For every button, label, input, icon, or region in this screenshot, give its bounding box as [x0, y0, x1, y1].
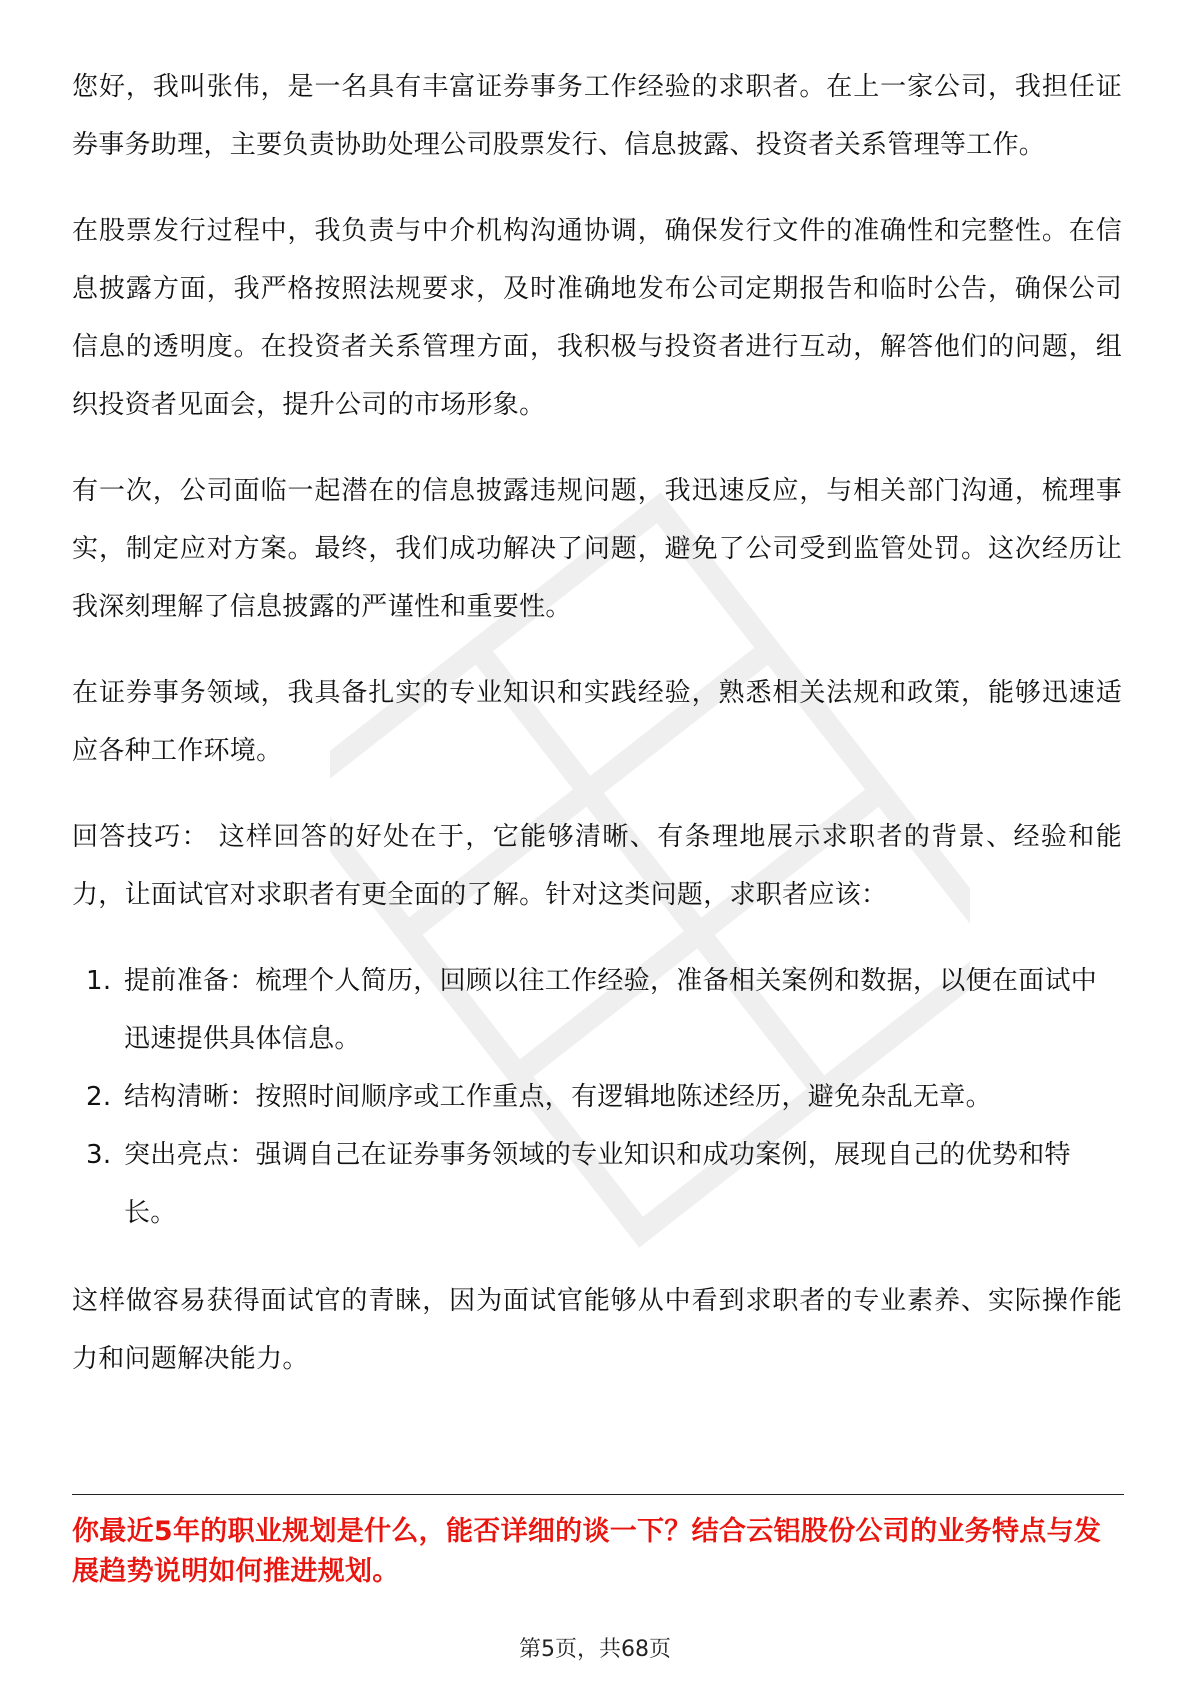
- next-interview-question: 你最近5年的职业规划是什么，能否详细的谈一下？结合云铝股份公司的业务特点与发展趋势说明如何推进规划。: [72, 1516, 1102, 1587]
- list-item-text: 结构清晰：按照时间顺序或工作重点，有逻辑地陈述经历，避免杂乱无章。: [124, 1082, 992, 1112]
- list-number: 3.: [86, 1140, 112, 1170]
- conclusion-paragraph: 这样做容易获得面试官的青睐，因为面试官能够从中看到求职者的专业素养、实际操作能力和问题解决能力。: [72, 1286, 1122, 1374]
- tips-list-item: [72, 1126, 1122, 1242]
- answer-tips-intro: 回答技巧： 这样回答的好处在于，它能够清晰、有条理地展示求职者的背景、经验和能力，让面试官对求职者有更全面的了解。针对这类问题，求职者应该：: [72, 822, 1122, 910]
- answer-paragraph-skills: 在证券事务领域，我具备扎实的专业知识和实践经验，熟悉相关法规和政策，能够迅速适应各种工作环境。: [72, 678, 1122, 766]
- answer-paragraph-duties: 在股票发行过程中，我负责与中介机构沟通协调，确保发行文件的准确性和完整性。在信息披露方面，我严格按照法规要求，及时准确地发布公司定期报告和临时公告，确保公司信息的透明度。在投资者关系管理方面，我积极与投资者进行互动，解答他们的问题，组织投资者见面会，提升公司的市场形象。: [72, 216, 1122, 420]
- answer-paragraph-case: 有一次，公司面临一起潜在的信息披露违规问题，我迅速反应，与相关部门沟通，梳理事实，制定应对方案。最终，我们成功解决了问题，避免了公司受到监管处罚。这次经历让我深刻理解了信息披露的严谨性和重要性。: [72, 476, 1122, 622]
- section-divider: [72, 1494, 1124, 1495]
- answer-paragraph-intro: 您好，我叫张伟，是一名具有丰富证券事务工作经验的求职者。在上一家公司，我担任证券事务助理，主要负责协助处理公司股票发行、信息披露、投资者关系管理等工作。: [72, 72, 1122, 160]
- list-number: 2.: [86, 1082, 112, 1112]
- tips-list-item: [72, 952, 1122, 1068]
- list-item-text: 突出亮点：强调自己在证券事务领域的专业知识和成功案例，展现自己的优势和特长。: [124, 1140, 1071, 1228]
- main-content: [72, 58, 1122, 1416]
- tips-list: [72, 952, 1122, 1242]
- list-item-text: 提前准备：梳理个人简历，回顾以往工作经验，准备相关案例和数据，以便在面试中迅速提供具体信息。: [124, 966, 1098, 1054]
- page-number-footer: 第5页，共68页: [519, 1637, 671, 1662]
- list-number: 1.: [86, 966, 112, 996]
- tips-list-item: [72, 1068, 1122, 1126]
